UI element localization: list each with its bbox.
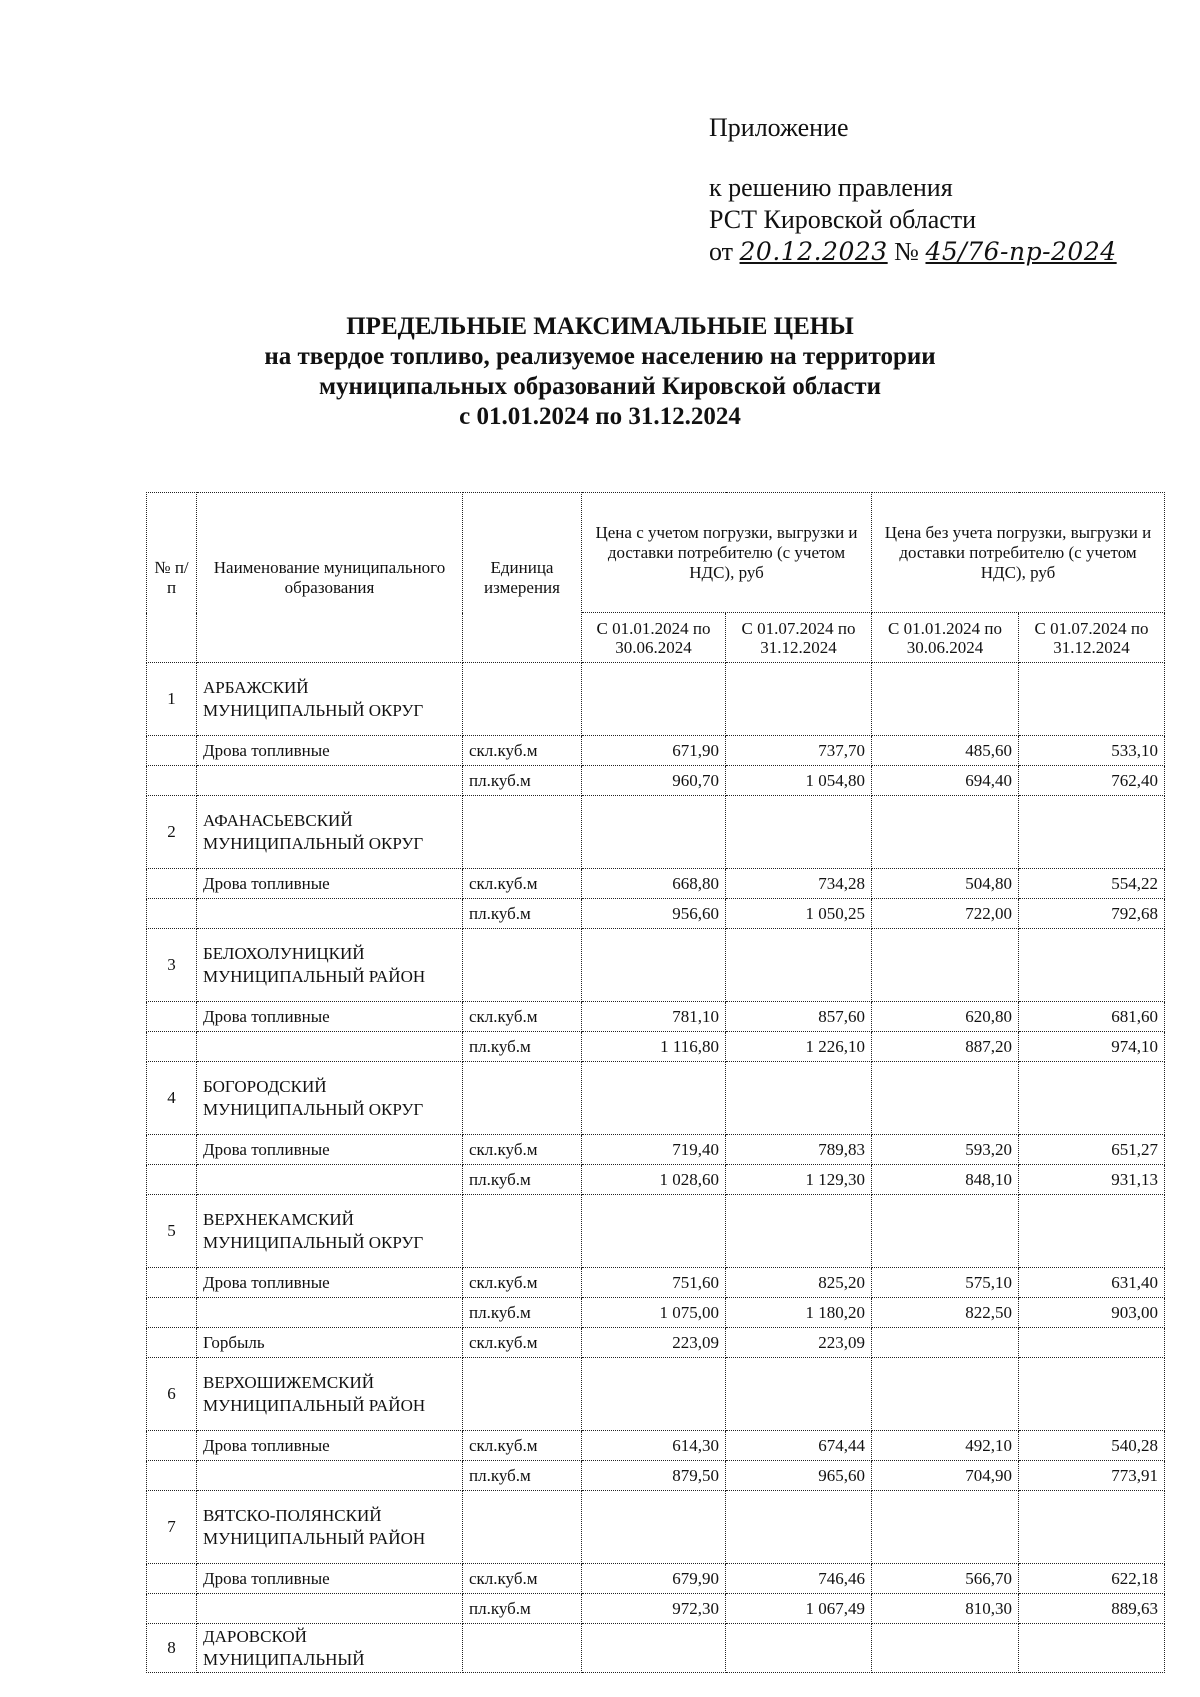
empty-cell	[1019, 796, 1165, 869]
appendix-title: Приложение	[709, 113, 849, 142]
empty-cell	[726, 1624, 872, 1673]
empty-cell	[582, 1195, 726, 1268]
appendix-decision: к решению правления	[709, 173, 953, 202]
empty-cell	[463, 1062, 582, 1135]
empty-cell	[463, 1195, 582, 1268]
region-name: БОГОРОДСКИЙ МУНИЦИПАЛЬНЫЙ ОКРУГ	[197, 1062, 463, 1135]
region-number: 6	[147, 1358, 197, 1431]
price-row	[147, 1268, 1165, 1298]
empty-cell	[1019, 1358, 1165, 1431]
header-period-1: С 01.01.2024 по 30.06.2024	[582, 613, 726, 663]
price-without-delivery-h2: 889,63	[1019, 1594, 1165, 1624]
price-row	[147, 1002, 1165, 1032]
price-with-delivery-h1: 781,10	[582, 1002, 726, 1032]
price-without-delivery-h1: 593,20	[872, 1135, 1019, 1165]
price-with-delivery-h1: 223,09	[582, 1328, 726, 1358]
product-name	[197, 899, 463, 929]
empty-cell	[1019, 1195, 1165, 1268]
empty-cell	[1019, 1624, 1165, 1673]
price-with-delivery-h2: 674,44	[726, 1431, 872, 1461]
header-num: № п/п	[147, 493, 197, 663]
empty-cell	[1019, 929, 1165, 1002]
number-prefix: №	[894, 237, 919, 266]
empty-cell	[582, 663, 726, 736]
empty-cell	[463, 929, 582, 1002]
document-title	[0, 312, 1200, 432]
price-without-delivery-h2: 773,91	[1019, 1461, 1165, 1491]
title-line-4: с 01.01.2024 по 31.12.2024	[459, 403, 741, 430]
region-name: АРБАЖСКИЙ МУНИЦИПАЛЬНЫЙ ОКРУГ	[197, 663, 463, 736]
empty-cell	[726, 663, 872, 736]
price-with-delivery-h2: 857,60	[726, 1002, 872, 1032]
empty-cell	[726, 1195, 872, 1268]
price-row	[147, 1564, 1165, 1594]
empty-cell	[726, 1358, 872, 1431]
unit-cell: скл.куб.м	[463, 1564, 582, 1594]
empty-cell	[872, 1062, 1019, 1135]
empty-cell	[463, 1491, 582, 1564]
row-number-empty	[147, 1461, 197, 1491]
unit-cell: пл.куб.м	[463, 766, 582, 796]
date-prefix: от	[709, 237, 734, 266]
product-name	[197, 1594, 463, 1624]
price-table-body	[147, 663, 1165, 1673]
empty-cell	[872, 796, 1019, 869]
title-line-2: на твердое топливо, реализуемое населению на территории	[264, 343, 936, 370]
empty-cell	[1019, 1491, 1165, 1564]
region-row	[147, 1491, 1165, 1564]
empty-cell	[582, 1491, 726, 1564]
product-name	[197, 1032, 463, 1062]
region-name: ВЕРХНЕКАМСКИЙ МУНИЦИПАЛЬНЫЙ ОКРУГ	[197, 1195, 463, 1268]
price-row	[147, 1594, 1165, 1624]
region-row	[147, 929, 1165, 1002]
price-with-delivery-h1: 956,60	[582, 899, 726, 929]
price-without-delivery-h1: 810,30	[872, 1594, 1019, 1624]
row-number-empty	[147, 1135, 197, 1165]
appendix-date-line	[709, 236, 1117, 268]
row-number-empty	[147, 1032, 197, 1062]
unit-cell: пл.куб.м	[463, 1165, 582, 1195]
price-row	[147, 736, 1165, 766]
price-with-delivery-h1: 668,80	[582, 869, 726, 899]
product-name	[197, 1298, 463, 1328]
price-without-delivery-h2: 631,40	[1019, 1268, 1165, 1298]
price-with-delivery-h2: 746,46	[726, 1564, 872, 1594]
product-name: Дрова топливные	[197, 1564, 463, 1594]
product-name	[197, 1165, 463, 1195]
header-period-2: С 01.07.2024 по 31.12.2024	[726, 613, 872, 663]
empty-cell	[463, 796, 582, 869]
price-without-delivery-h2: 762,40	[1019, 766, 1165, 796]
price-without-delivery-h2: 540,28	[1019, 1431, 1165, 1461]
row-number-empty	[147, 766, 197, 796]
price-without-delivery-h1: 704,90	[872, 1461, 1019, 1491]
price-without-delivery-h2: 533,10	[1019, 736, 1165, 766]
unit-cell: скл.куб.м	[463, 1268, 582, 1298]
header-name: Наименование муниципального образования	[197, 493, 463, 663]
empty-cell	[582, 796, 726, 869]
price-without-delivery-h2: 931,13	[1019, 1165, 1165, 1195]
price-without-delivery-h1: 504,80	[872, 869, 1019, 899]
price-without-delivery-h2: 681,60	[1019, 1002, 1165, 1032]
region-name: ВЯТСКО-ПОЛЯНСКИЙ МУНИЦИПАЛЬНЫЙ РАЙОН	[197, 1491, 463, 1564]
appendix-authority: РСТ Кировской области	[709, 205, 977, 234]
product-name: Дрова топливные	[197, 1002, 463, 1032]
empty-cell	[726, 796, 872, 869]
title-line-3: муниципальных образований Кировской области	[319, 373, 881, 400]
product-name: Дрова топливные	[197, 1135, 463, 1165]
region-row	[147, 796, 1165, 869]
title-line-1: ПРЕДЕЛЬНЫЕ МАКСИМАЛЬНЫЕ ЦЕНЫ	[346, 313, 854, 340]
price-with-delivery-h1: 960,70	[582, 766, 726, 796]
empty-cell	[872, 1624, 1019, 1673]
appendix-block	[709, 112, 1117, 268]
unit-cell: скл.куб.м	[463, 736, 582, 766]
price-without-delivery-h1: 566,70	[872, 1564, 1019, 1594]
empty-cell	[872, 1491, 1019, 1564]
product-name: Дрова топливные	[197, 736, 463, 766]
empty-cell	[582, 1358, 726, 1431]
price-with-delivery-h1: 1 116,80	[582, 1032, 726, 1062]
region-number: 5	[147, 1195, 197, 1268]
price-without-delivery-h1: 485,60	[872, 736, 1019, 766]
price-row	[147, 1461, 1165, 1491]
price-with-delivery-h1: 719,40	[582, 1135, 726, 1165]
empty-cell	[582, 929, 726, 1002]
price-with-delivery-h1: 972,30	[582, 1594, 726, 1624]
unit-cell: пл.куб.м	[463, 899, 582, 929]
empty-cell	[463, 663, 582, 736]
row-number-empty	[147, 736, 197, 766]
price-without-delivery-h2	[1019, 1328, 1165, 1358]
price-with-delivery-h2: 1 226,10	[726, 1032, 872, 1062]
region-number: 4	[147, 1062, 197, 1135]
price-without-delivery-h1: 887,20	[872, 1032, 1019, 1062]
unit-cell: пл.куб.м	[463, 1298, 582, 1328]
price-with-delivery-h2: 825,20	[726, 1268, 872, 1298]
empty-cell	[726, 1491, 872, 1564]
region-row	[147, 663, 1165, 736]
empty-cell	[872, 663, 1019, 736]
unit-cell: скл.куб.м	[463, 869, 582, 899]
region-row	[147, 1624, 1165, 1673]
row-number-empty	[147, 899, 197, 929]
price-without-delivery-h1: 722,00	[872, 899, 1019, 929]
price-with-delivery-h2: 1 050,25	[726, 899, 872, 929]
price-row	[147, 1135, 1165, 1165]
price-with-delivery-h2: 1 129,30	[726, 1165, 872, 1195]
price-row	[147, 766, 1165, 796]
row-number-empty	[147, 1165, 197, 1195]
row-number-empty	[147, 1431, 197, 1461]
product-name: Горбыль	[197, 1328, 463, 1358]
decision-number: 45/76-пр-2024	[925, 237, 1117, 266]
price-with-delivery-h1: 671,90	[582, 736, 726, 766]
row-number-empty	[147, 869, 197, 899]
region-number: 1	[147, 663, 197, 736]
header-unit: Единица измерения	[463, 493, 582, 663]
price-with-delivery-h2: 789,83	[726, 1135, 872, 1165]
region-row	[147, 1062, 1165, 1135]
header-without-delivery: Цена без учета погрузки, выгрузки и доставки потребителю (с учетом НДС), руб	[872, 493, 1165, 613]
empty-cell	[463, 1358, 582, 1431]
price-with-delivery-h2: 223,09	[726, 1328, 872, 1358]
price-without-delivery-h2: 974,10	[1019, 1032, 1165, 1062]
price-row	[147, 1298, 1165, 1328]
price-without-delivery-h2: 622,18	[1019, 1564, 1165, 1594]
region-number: 7	[147, 1491, 197, 1564]
empty-cell	[1019, 1062, 1165, 1135]
unit-cell: пл.куб.м	[463, 1032, 582, 1062]
price-row	[147, 1431, 1165, 1461]
product-name: Дрова топливные	[197, 869, 463, 899]
price-with-delivery-h2: 734,28	[726, 869, 872, 899]
row-number-empty	[147, 1002, 197, 1032]
unit-cell: скл.куб.м	[463, 1135, 582, 1165]
header-period-4: С 01.07.2024 по 31.12.2024	[1019, 613, 1165, 663]
price-with-delivery-h1: 879,50	[582, 1461, 726, 1491]
price-without-delivery-h2: 554,22	[1019, 869, 1165, 899]
region-number: 8	[147, 1624, 197, 1673]
price-without-delivery-h1: 848,10	[872, 1165, 1019, 1195]
empty-cell	[872, 1195, 1019, 1268]
row-number-empty	[147, 1298, 197, 1328]
row-number-empty	[147, 1594, 197, 1624]
unit-cell: скл.куб.м	[463, 1002, 582, 1032]
price-with-delivery-h1: 1 075,00	[582, 1298, 726, 1328]
price-without-delivery-h1: 575,10	[872, 1268, 1019, 1298]
price-without-delivery-h1: 620,80	[872, 1002, 1019, 1032]
price-row	[147, 1032, 1165, 1062]
decision-date: 20.12.2023	[739, 237, 888, 266]
region-row	[147, 1358, 1165, 1431]
price-with-delivery-h2: 965,60	[726, 1461, 872, 1491]
unit-cell: скл.куб.м	[463, 1431, 582, 1461]
price-table	[146, 492, 1165, 1673]
empty-cell	[872, 1358, 1019, 1431]
empty-cell	[1019, 663, 1165, 736]
price-without-delivery-h2: 903,00	[1019, 1298, 1165, 1328]
price-without-delivery-h1: 492,10	[872, 1431, 1019, 1461]
product-name: Дрова топливные	[197, 1431, 463, 1461]
unit-cell: пл.куб.м	[463, 1594, 582, 1624]
price-with-delivery-h1: 614,30	[582, 1431, 726, 1461]
empty-cell	[582, 1624, 726, 1673]
region-name: ВЕРХОШИЖЕМСКИЙ МУНИЦИПАЛЬНЫЙ РАЙОН	[197, 1358, 463, 1431]
region-number: 2	[147, 796, 197, 869]
price-row	[147, 1165, 1165, 1195]
price-with-delivery-h1: 1 028,60	[582, 1165, 726, 1195]
price-without-delivery-h1: 822,50	[872, 1298, 1019, 1328]
product-name	[197, 766, 463, 796]
price-with-delivery-h2: 1 180,20	[726, 1298, 872, 1328]
price-row	[147, 899, 1165, 929]
empty-cell	[872, 929, 1019, 1002]
region-number: 3	[147, 929, 197, 1002]
price-without-delivery-h1: 694,40	[872, 766, 1019, 796]
product-name: Дрова топливные	[197, 1268, 463, 1298]
price-with-delivery-h2: 1 067,49	[726, 1594, 872, 1624]
row-number-empty	[147, 1564, 197, 1594]
empty-cell	[582, 1062, 726, 1135]
price-with-delivery-h2: 737,70	[726, 736, 872, 766]
price-without-delivery-h2: 792,68	[1019, 899, 1165, 929]
empty-cell	[726, 929, 872, 1002]
unit-cell: скл.куб.м	[463, 1328, 582, 1358]
header-period-3: С 01.01.2024 по 30.06.2024	[872, 613, 1019, 663]
price-row	[147, 1328, 1165, 1358]
empty-cell	[463, 1624, 582, 1673]
empty-cell	[726, 1062, 872, 1135]
price-with-delivery-h2: 1 054,80	[726, 766, 872, 796]
price-without-delivery-h2: 651,27	[1019, 1135, 1165, 1165]
unit-cell: пл.куб.м	[463, 1461, 582, 1491]
region-name: АФАНАСЬЕВСКИЙ МУНИЦИПАЛЬНЫЙ ОКРУГ	[197, 796, 463, 869]
header-with-delivery: Цена с учетом погрузки, выгрузки и доставки потребителю (с учетом НДС), руб	[582, 493, 872, 613]
region-row	[147, 1195, 1165, 1268]
price-without-delivery-h1	[872, 1328, 1019, 1358]
region-name: БЕЛОХОЛУНИЦКИЙ МУНИЦИПАЛЬНЫЙ РАЙОН	[197, 929, 463, 1002]
price-with-delivery-h1: 751,60	[582, 1268, 726, 1298]
row-number-empty	[147, 1268, 197, 1298]
product-name	[197, 1461, 463, 1491]
price-row	[147, 869, 1165, 899]
row-number-empty	[147, 1328, 197, 1358]
region-name: ДАРОВСКОЙ МУНИЦИПАЛЬНЫЙ	[197, 1624, 463, 1673]
price-with-delivery-h1: 679,90	[582, 1564, 726, 1594]
